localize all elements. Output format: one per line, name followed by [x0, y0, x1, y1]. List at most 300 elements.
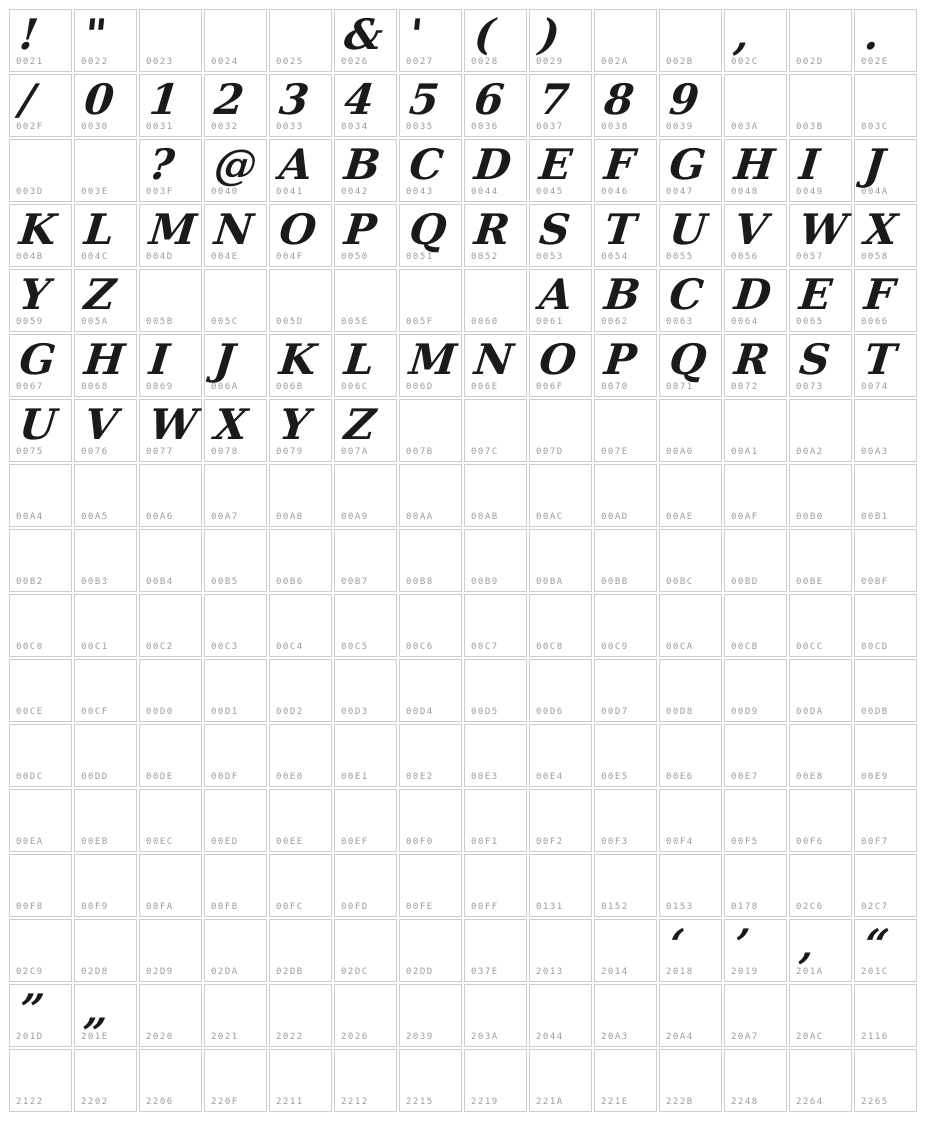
glyph-cell[interactable] — [594, 1049, 657, 1112]
codepoint-label: 00F1 — [471, 837, 499, 847]
glyph-cell[interactable] — [204, 1049, 267, 1112]
glyph-cell[interactable] — [724, 789, 787, 852]
glyph-cell[interactable] — [659, 269, 722, 332]
glyph-cell[interactable] — [334, 269, 397, 332]
glyph-cell[interactable] — [529, 464, 592, 527]
glyph-cell[interactable] — [789, 74, 852, 137]
glyph-cell[interactable] — [9, 464, 72, 527]
glyph-cell[interactable] — [724, 984, 787, 1047]
codepoint-label: 00A1 — [731, 447, 759, 457]
glyph-cell[interactable] — [659, 74, 722, 137]
glyph-cell[interactable] — [334, 1049, 397, 1112]
glyph-cell[interactable] — [9, 399, 72, 462]
glyph-cell[interactable] — [659, 919, 722, 982]
glyph-cell[interactable] — [594, 334, 657, 397]
glyph-cell[interactable] — [854, 74, 917, 137]
glyph-cell[interactable] — [139, 659, 202, 722]
glyph-cell[interactable] — [854, 724, 917, 787]
glyph-cell[interactable] — [74, 204, 137, 267]
glyph-cell[interactable] — [204, 334, 267, 397]
glyph-cell[interactable] — [529, 984, 592, 1047]
codepoint-label: 00A6 — [146, 512, 174, 522]
codepoint-label: 00F3 — [601, 837, 629, 847]
glyph-cell[interactable] — [594, 724, 657, 787]
glyph-cell[interactable] — [9, 139, 72, 202]
glyph-cell[interactable] — [204, 269, 267, 332]
glyph-cell[interactable] — [334, 334, 397, 397]
glyph-cell[interactable] — [464, 659, 527, 722]
glyph-cell[interactable] — [399, 854, 462, 917]
glyph-cell[interactable] — [529, 1049, 592, 1112]
glyph-cell[interactable] — [74, 659, 137, 722]
glyph-cell[interactable] — [139, 334, 202, 397]
codepoint-label: 00E4 — [536, 772, 564, 782]
glyph-cell[interactable] — [464, 464, 527, 527]
glyph-cell[interactable] — [529, 269, 592, 332]
glyph-cell[interactable] — [399, 659, 462, 722]
glyph-cell[interactable] — [139, 1049, 202, 1112]
glyph-cell[interactable] — [854, 464, 917, 527]
glyph-cell[interactable] — [594, 854, 657, 917]
glyph-cell[interactable] — [529, 854, 592, 917]
glyph-cell[interactable] — [529, 659, 592, 722]
codepoint-label: 00D4 — [406, 707, 434, 717]
glyph-cell[interactable] — [74, 464, 137, 527]
glyph-cell[interactable] — [204, 204, 267, 267]
glyph-cell[interactable] — [789, 724, 852, 787]
glyph-cell[interactable] — [269, 984, 332, 1047]
glyph-cell[interactable] — [9, 269, 72, 332]
glyph-cell[interactable] — [74, 984, 137, 1047]
glyph-cell[interactable] — [854, 204, 917, 267]
glyph-cell[interactable] — [399, 984, 462, 1047]
glyph-cell[interactable] — [659, 464, 722, 527]
glyph-cell[interactable] — [854, 139, 917, 202]
glyph-cell[interactable] — [659, 9, 722, 72]
glyph-cell[interactable] — [204, 139, 267, 202]
glyph-cell[interactable] — [74, 724, 137, 787]
codepoint-label: 2215 — [406, 1097, 434, 1107]
glyph-cell[interactable] — [204, 9, 267, 72]
glyph-cell[interactable] — [269, 724, 332, 787]
glyph-cell[interactable] — [659, 334, 722, 397]
glyph-cell[interactable] — [334, 984, 397, 1047]
glyph-cell[interactable] — [204, 659, 267, 722]
codepoint-label: 00A4 — [16, 512, 44, 522]
codepoint-label: 00AE — [666, 512, 694, 522]
glyph-cell[interactable] — [594, 984, 657, 1047]
glyph-cell[interactable] — [334, 464, 397, 527]
glyph-cell[interactable] — [334, 204, 397, 267]
glyph-preview: R — [472, 205, 513, 254]
glyph-cell[interactable] — [659, 659, 722, 722]
glyph-cell[interactable] — [464, 1049, 527, 1112]
glyph-cell[interactable] — [269, 139, 332, 202]
glyph-cell[interactable] — [529, 74, 592, 137]
glyph-cell[interactable] — [74, 789, 137, 852]
glyph-cell[interactable] — [594, 464, 657, 527]
glyph-cell[interactable] — [854, 984, 917, 1047]
glyph-cell[interactable] — [854, 854, 917, 917]
glyph-cell[interactable] — [464, 334, 527, 397]
glyph-cell[interactable] — [464, 789, 527, 852]
glyph-cell[interactable] — [594, 204, 657, 267]
glyph-cell[interactable] — [789, 854, 852, 917]
glyph-cell[interactable] — [529, 919, 592, 982]
codepoint-label: 00C3 — [211, 642, 239, 652]
glyph-cell[interactable] — [269, 74, 332, 137]
codepoint-label: 00EB — [81, 837, 109, 847]
glyph-cell[interactable] — [594, 269, 657, 332]
glyph-cell[interactable] — [529, 204, 592, 267]
codepoint-label: 006C — [341, 382, 369, 392]
codepoint-label: 00EA — [16, 837, 44, 847]
glyph-cell[interactable] — [204, 399, 267, 462]
glyph-preview: Y — [277, 400, 313, 449]
glyph-cell[interactable] — [334, 9, 397, 72]
glyph-cell[interactable] — [9, 9, 72, 72]
glyph-cell[interactable] — [204, 789, 267, 852]
glyph-preview: Q — [407, 205, 449, 254]
glyph-cell[interactable] — [724, 269, 787, 332]
glyph-cell[interactable] — [399, 269, 462, 332]
glyph-cell[interactable] — [399, 789, 462, 852]
glyph-cell[interactable] — [399, 1049, 462, 1112]
glyph-cell[interactable] — [139, 529, 202, 592]
codepoint-label: 0060 — [471, 317, 499, 327]
glyph-cell[interactable] — [9, 919, 72, 982]
codepoint-label: 005E — [341, 317, 369, 327]
glyph-cell[interactable] — [464, 9, 527, 72]
glyph-cell[interactable] — [204, 594, 267, 657]
glyph-preview: A — [537, 270, 575, 319]
glyph-cell[interactable] — [269, 854, 332, 917]
glyph-cell[interactable] — [9, 594, 72, 657]
glyph-cell[interactable] — [594, 919, 657, 982]
glyph-cell[interactable] — [399, 399, 462, 462]
glyph-cell[interactable] — [724, 399, 787, 462]
glyph-cell[interactable] — [334, 659, 397, 722]
glyph-cell[interactable] — [74, 269, 137, 332]
glyph-cell[interactable] — [74, 529, 137, 592]
glyph-cell[interactable] — [399, 9, 462, 72]
glyph-cell[interactable] — [854, 1049, 917, 1112]
codepoint-label: 00C8 — [536, 642, 564, 652]
codepoint-label: 0065 — [796, 317, 824, 327]
glyph-cell[interactable] — [399, 919, 462, 982]
glyph-cell[interactable] — [724, 919, 787, 982]
glyph-preview: “ — [862, 920, 892, 969]
glyph-cell[interactable] — [724, 204, 787, 267]
glyph-cell[interactable] — [139, 984, 202, 1047]
glyph-cell[interactable] — [789, 399, 852, 462]
glyph-cell[interactable] — [139, 74, 202, 137]
glyph-cell[interactable] — [269, 594, 332, 657]
glyph-cell[interactable] — [269, 789, 332, 852]
glyph-cell[interactable] — [269, 334, 332, 397]
codepoint-label: 0059 — [16, 317, 44, 327]
glyph-cell[interactable] — [594, 529, 657, 592]
glyph-cell[interactable] — [529, 9, 592, 72]
codepoint-label: 222B — [666, 1097, 694, 1107]
glyph-cell[interactable] — [529, 594, 592, 657]
glyph-cell[interactable] — [399, 204, 462, 267]
glyph-cell[interactable] — [789, 659, 852, 722]
glyph-cell[interactable] — [659, 984, 722, 1047]
glyph-cell[interactable] — [464, 139, 527, 202]
glyph-cell[interactable] — [529, 399, 592, 462]
glyph-cell[interactable] — [464, 854, 527, 917]
glyph-cell[interactable] — [659, 204, 722, 267]
codepoint-label: 2026 — [341, 1032, 369, 1042]
glyph-cell[interactable] — [204, 464, 267, 527]
glyph-cell[interactable] — [659, 854, 722, 917]
glyph-cell[interactable] — [269, 1049, 332, 1112]
glyph-cell[interactable] — [854, 334, 917, 397]
glyph-cell[interactable] — [334, 399, 397, 462]
glyph-cell[interactable] — [724, 139, 787, 202]
glyph-cell[interactable] — [659, 724, 722, 787]
glyph-cell[interactable] — [74, 854, 137, 917]
glyph-cell[interactable] — [269, 399, 332, 462]
glyph-cell[interactable] — [789, 269, 852, 332]
codepoint-label: 0069 — [146, 382, 174, 392]
glyph-cell[interactable] — [789, 1049, 852, 1112]
glyph-cell[interactable] — [789, 594, 852, 657]
codepoint-label: 0074 — [861, 382, 889, 392]
glyph-cell[interactable] — [789, 334, 852, 397]
glyph-cell[interactable] — [269, 204, 332, 267]
glyph-cell[interactable] — [139, 594, 202, 657]
codepoint-label: 00B0 — [796, 512, 824, 522]
glyph-cell[interactable] — [659, 399, 722, 462]
glyph-preview: X — [862, 205, 900, 254]
glyph-cell[interactable] — [529, 139, 592, 202]
glyph-preview: ? — [147, 140, 177, 189]
glyph-cell[interactable] — [139, 9, 202, 72]
glyph-cell[interactable] — [9, 1049, 72, 1112]
glyph-cell[interactable] — [204, 74, 267, 137]
glyph-cell[interactable] — [464, 74, 527, 137]
glyph-cell[interactable] — [789, 464, 852, 527]
glyph-cell[interactable] — [269, 529, 332, 592]
glyph-preview: C — [667, 270, 706, 319]
glyph-cell[interactable] — [464, 204, 527, 267]
glyph-cell[interactable] — [139, 269, 202, 332]
glyph-cell[interactable] — [269, 269, 332, 332]
glyph-cell[interactable] — [269, 464, 332, 527]
glyph-cell[interactable] — [854, 399, 917, 462]
codepoint-label: 00C7 — [471, 642, 499, 652]
glyph-cell[interactable] — [334, 594, 397, 657]
codepoint-label: 00E9 — [861, 772, 889, 782]
codepoint-label: 003B — [796, 122, 824, 132]
glyph-cell[interactable] — [204, 529, 267, 592]
glyph-cell[interactable] — [724, 854, 787, 917]
codepoint-label: 006D — [406, 382, 434, 392]
codepoint-label: 002E — [861, 57, 889, 67]
glyph-cell[interactable] — [9, 529, 72, 592]
codepoint-label: 0036 — [471, 122, 499, 132]
glyph-cell[interactable] — [594, 399, 657, 462]
glyph-preview: B — [342, 140, 383, 189]
glyph-cell[interactable] — [334, 139, 397, 202]
glyph-cell[interactable] — [789, 139, 852, 202]
glyph-cell[interactable] — [789, 529, 852, 592]
codepoint-label: 00DA — [796, 707, 824, 717]
codepoint-label: 0041 — [276, 187, 304, 197]
codepoint-label: 00A7 — [211, 512, 239, 522]
glyph-cell[interactable] — [204, 984, 267, 1047]
glyph-cell[interactable] — [139, 919, 202, 982]
codepoint-label: 0052 — [471, 252, 499, 262]
glyph-cell[interactable] — [464, 529, 527, 592]
glyph-cell[interactable] — [854, 9, 917, 72]
glyph-cell[interactable] — [399, 724, 462, 787]
glyph-preview: H — [732, 140, 777, 189]
glyph-cell[interactable] — [139, 139, 202, 202]
glyph-cell[interactable] — [74, 334, 137, 397]
glyph-cell[interactable] — [854, 529, 917, 592]
glyph-preview: 8 — [602, 75, 637, 124]
glyph-cell[interactable] — [139, 464, 202, 527]
glyph-cell[interactable] — [529, 724, 592, 787]
glyph-cell[interactable] — [9, 789, 72, 852]
glyph-cell[interactable] — [74, 1049, 137, 1112]
codepoint-label: 02D9 — [146, 967, 174, 977]
glyph-cell[interactable] — [334, 724, 397, 787]
glyph-cell[interactable] — [724, 659, 787, 722]
glyph-cell[interactable] — [269, 919, 332, 982]
glyph-cell[interactable] — [659, 789, 722, 852]
glyph-cell[interactable] — [464, 399, 527, 462]
glyph-cell[interactable] — [9, 659, 72, 722]
glyph-cell[interactable] — [139, 854, 202, 917]
glyph-cell[interactable] — [724, 334, 787, 397]
glyph-preview: K — [277, 335, 319, 384]
codepoint-label: 0024 — [211, 57, 239, 67]
glyph-cell[interactable] — [9, 724, 72, 787]
glyph-cell[interactable] — [724, 74, 787, 137]
glyph-cell[interactable] — [789, 9, 852, 72]
glyph-cell[interactable] — [464, 919, 527, 982]
glyph-cell[interactable] — [854, 594, 917, 657]
glyph-cell[interactable] — [529, 529, 592, 592]
codepoint-label: 0054 — [601, 252, 629, 262]
codepoint-label: 00FB — [211, 902, 239, 912]
glyph-cell[interactable] — [659, 139, 722, 202]
glyph-cell[interactable] — [334, 919, 397, 982]
glyph-cell[interactable] — [139, 724, 202, 787]
codepoint-label: 00D9 — [731, 707, 759, 717]
glyph-cell[interactable] — [334, 74, 397, 137]
glyph-cell[interactable] — [399, 594, 462, 657]
glyph-cell[interactable] — [464, 984, 527, 1047]
glyph-cell[interactable] — [594, 789, 657, 852]
glyph-cell[interactable] — [399, 139, 462, 202]
glyph-cell[interactable] — [464, 724, 527, 787]
codepoint-label: 00B8 — [406, 577, 434, 587]
glyph-cell[interactable] — [269, 659, 332, 722]
glyph-cell[interactable] — [659, 529, 722, 592]
glyph-cell[interactable] — [789, 789, 852, 852]
glyph-cell[interactable] — [724, 594, 787, 657]
codepoint-label: 201A — [796, 967, 824, 977]
codepoint-label: 00E8 — [796, 772, 824, 782]
glyph-cell[interactable] — [74, 594, 137, 657]
glyph-cell[interactable] — [594, 659, 657, 722]
glyph-cell[interactable] — [594, 74, 657, 137]
glyph-cell[interactable] — [724, 724, 787, 787]
glyph-cell[interactable] — [854, 789, 917, 852]
glyph-cell[interactable] — [399, 74, 462, 137]
codepoint-label: 007C — [471, 447, 499, 457]
codepoint-label: 2014 — [601, 967, 629, 977]
glyph-cell[interactable] — [724, 1049, 787, 1112]
glyph-cell[interactable] — [74, 919, 137, 982]
glyph-cell[interactable] — [9, 984, 72, 1047]
glyph-cell[interactable] — [74, 9, 137, 72]
glyph-cell[interactable] — [789, 919, 852, 982]
glyph-cell[interactable] — [724, 529, 787, 592]
glyph-cell[interactable] — [334, 529, 397, 592]
codepoint-label: 0032 — [211, 122, 239, 132]
glyph-cell[interactable] — [204, 724, 267, 787]
glyph-cell[interactable] — [399, 464, 462, 527]
glyph-cell[interactable] — [594, 594, 657, 657]
glyph-cell[interactable] — [9, 334, 72, 397]
glyph-cell[interactable] — [724, 464, 787, 527]
glyph-cell[interactable] — [659, 1049, 722, 1112]
glyph-cell[interactable] — [9, 854, 72, 917]
glyph-cell[interactable] — [74, 74, 137, 137]
glyph-cell[interactable] — [399, 334, 462, 397]
glyph-cell[interactable] — [789, 204, 852, 267]
codepoint-label: 2022 — [276, 1032, 304, 1042]
glyph-preview: 1 — [147, 75, 182, 124]
glyph-cell[interactable] — [789, 984, 852, 1047]
glyph-cell[interactable] — [139, 204, 202, 267]
codepoint-label: 006A — [211, 382, 239, 392]
glyph-cell[interactable] — [9, 204, 72, 267]
glyph-cell[interactable] — [139, 399, 202, 462]
glyph-cell[interactable] — [854, 919, 917, 982]
glyph-cell[interactable] — [854, 269, 917, 332]
glyph-cell[interactable] — [74, 139, 137, 202]
glyph-cell[interactable] — [399, 529, 462, 592]
glyph-cell[interactable] — [464, 269, 527, 332]
glyph-cell[interactable] — [334, 854, 397, 917]
glyph-cell[interactable] — [204, 919, 267, 982]
glyph-cell[interactable] — [529, 789, 592, 852]
glyph-cell[interactable] — [854, 659, 917, 722]
glyph-cell[interactable] — [594, 9, 657, 72]
glyph-cell[interactable] — [594, 139, 657, 202]
glyph-preview: ‚ — [797, 920, 817, 969]
glyph-cell[interactable] — [529, 334, 592, 397]
glyph-cell[interactable] — [464, 594, 527, 657]
glyph-cell[interactable] — [139, 789, 202, 852]
glyph-cell[interactable] — [204, 854, 267, 917]
glyph-cell[interactable] — [334, 789, 397, 852]
codepoint-label: 00DD — [81, 772, 109, 782]
glyph-cell[interactable] — [9, 74, 72, 137]
glyph-cell[interactable] — [269, 9, 332, 72]
glyph-cell[interactable] — [659, 594, 722, 657]
glyph-cell[interactable] — [724, 9, 787, 72]
glyph-cell[interactable] — [74, 399, 137, 462]
codepoint-label: 0152 — [601, 902, 629, 912]
